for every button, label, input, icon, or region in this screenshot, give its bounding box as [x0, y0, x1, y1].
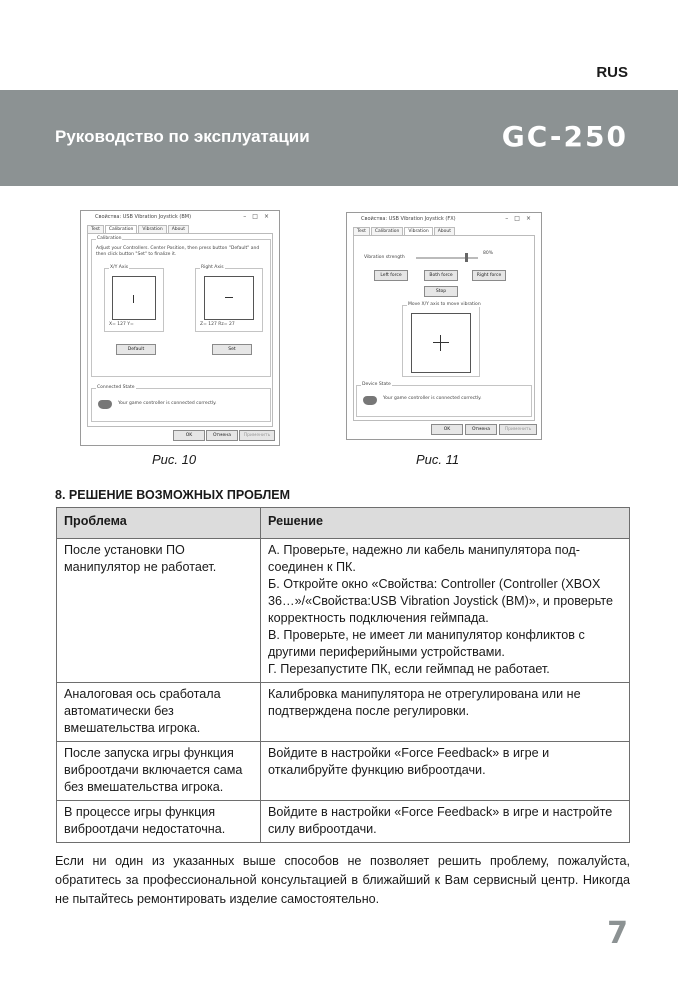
gamepad-icon — [363, 396, 377, 405]
tab-test: Test — [353, 227, 370, 235]
tab-calibration: Calibration — [371, 227, 403, 235]
status-text: Your game controller is connected correctly. — [383, 396, 482, 401]
group-label: Move X/Y axis to move vibration — [408, 302, 481, 307]
tab-bar — [87, 225, 190, 233]
default-button[interactable]: Default — [116, 344, 156, 355]
tab-about: About — [434, 227, 455, 235]
right-readout: Z= 127 Rz= 27 — [200, 322, 235, 327]
tab-vibration: Vibration — [404, 227, 432, 235]
model-name: GC-250 — [501, 120, 628, 153]
window-controls: –□× — [505, 215, 537, 222]
window-title: Свойства: USB Vibration Joystick (BM) — [95, 214, 192, 220]
solution-cell — [261, 683, 630, 742]
right-axis-group — [195, 265, 263, 332]
xy-vibration-box — [411, 313, 471, 373]
support-note: Если ни один из указанных выше способов не позволяет решить проблему, пожалуйста, обратитесь за профессиональной консультацией в ближайший к Вам сервисный центр. Никогда не пытайтесь ремонтировать изделие самостоятельно. — [55, 854, 630, 906]
solution-line: Г. Перезапустите ПК, если геймпад не работает. — [268, 662, 550, 676]
group-label: Connected State — [97, 385, 135, 390]
problem-cell: После установки ПО манипулятор не работает. — [57, 539, 261, 683]
apply-button[interactable]: Применить — [499, 424, 537, 435]
tab-test: Test — [87, 225, 104, 233]
column-header-problem: Проблема — [57, 508, 261, 539]
page-title: Руководство по эксплуатации — [55, 127, 310, 146]
solution-line: Войдите в настройки «Force Feedback» в игре и настройте силу виброотдачи. — [268, 805, 613, 836]
status-text: Your game controller is connected correctly. — [118, 401, 217, 406]
window-controls: –□× — [243, 213, 275, 220]
ok-button[interactable]: OK — [173, 430, 205, 441]
table-header-row — [57, 508, 630, 539]
page-number: 7 — [607, 916, 628, 951]
xy-vibration-group — [402, 302, 481, 377]
table-row — [57, 801, 630, 843]
solution-cell — [261, 801, 630, 843]
table-row — [57, 742, 630, 801]
group-label: Device State — [362, 382, 391, 387]
right-cursor — [225, 297, 233, 298]
solution-line: В. Проверьте, не имеет ли манипулятор конфликтов с другими периферийными устройствами. — [268, 628, 585, 659]
gamepad-icon — [98, 400, 112, 409]
language-label: RUS — [596, 64, 628, 81]
window-title: Свойства: USB Vibration Joystick (FX) — [361, 216, 456, 222]
stop-button[interactable]: Stop — [424, 286, 458, 297]
strength-slider-thumb[interactable] — [465, 253, 468, 262]
cross-vertical — [440, 335, 441, 351]
solution-line: Калибровка манипулятора не отрегулирована или не подтверждена после регулировки. — [268, 687, 581, 718]
cancel-button[interactable]: Отмена — [465, 424, 497, 435]
column-header-solution: Решение — [261, 508, 630, 539]
xy-axis-box — [112, 276, 156, 320]
dialog-body — [87, 233, 273, 427]
solution-line: Войдите в настройки «Force Feedback» в игре и откалибруйте функцию виброотдачи. — [268, 746, 550, 777]
device-state-group — [356, 382, 532, 417]
both-force-button[interactable]: Both force — [424, 270, 458, 281]
instruction-text: Adjust your Controllers. Center Position, then press button "Default" and then click button "Set" to finalize it. — [96, 246, 260, 257]
strength-value: 80% — [483, 251, 494, 256]
figure-10-caption: Рис. 10 — [152, 452, 197, 467]
ok-button[interactable]: OK — [431, 424, 463, 435]
tab-bar — [353, 227, 456, 235]
xy-readout: X= 127 Y= — [109, 322, 134, 327]
solution-line: Б. Откройте окно «Свойства: Controller (Controller (XBOX 36…»/«Свойства:USB Vibration Joystick (BM)», и проверьте корректность подключения геймпада. — [268, 577, 613, 625]
dialog-body — [353, 235, 535, 421]
solution-cell — [261, 539, 630, 683]
solution-cell — [261, 742, 630, 801]
right-force-button[interactable]: Right force — [472, 270, 506, 281]
group-label: Calibration — [97, 236, 122, 241]
figure-11-caption: Рис. 11 — [416, 452, 460, 467]
strength-label: Vibration strength — [364, 255, 405, 260]
group-label: Right Axis — [201, 265, 224, 270]
problem-cell: Аналоговая ось сработала автоматически без вмешательства игрока. — [57, 683, 261, 742]
figure-10-screenshot — [80, 210, 280, 446]
cancel-button[interactable]: Отмена — [206, 430, 238, 441]
problem-cell: В процессе игры функция виброотдачи недостаточна. — [57, 801, 261, 843]
figure-11-screenshot — [346, 212, 542, 440]
calibration-group — [91, 236, 271, 377]
group-label: X/Y Axis — [110, 265, 129, 270]
strength-slider-track[interactable] — [416, 257, 478, 259]
cross-horizontal — [433, 342, 449, 343]
left-force-button[interactable]: Left force — [374, 270, 408, 281]
xy-cursor — [133, 295, 134, 303]
troubleshooting-table — [56, 507, 630, 843]
tab-calibration: Calibration — [105, 225, 137, 233]
table-row — [57, 683, 630, 742]
set-button[interactable]: Set — [212, 344, 252, 355]
device-state-group — [91, 385, 271, 422]
tab-vibration: Vibration — [138, 225, 166, 233]
header-banner — [0, 90, 678, 186]
right-axis-box — [204, 276, 254, 320]
section-title: 8. РЕШЕНИЕ ВОЗМОЖНЫХ ПРОБЛЕМ — [55, 488, 290, 502]
tab-about: About — [168, 225, 189, 233]
problem-cell: После запуска игры функция виброотдачи включается сама без вмешательства игрока. — [57, 742, 261, 801]
table-row — [57, 539, 630, 683]
solution-line: А. Проверьте, надежно ли кабель манипулятора под-соединен к ПК. — [268, 543, 580, 574]
apply-button[interactable]: Применить — [239, 430, 275, 441]
xy-axis-group — [104, 265, 164, 332]
